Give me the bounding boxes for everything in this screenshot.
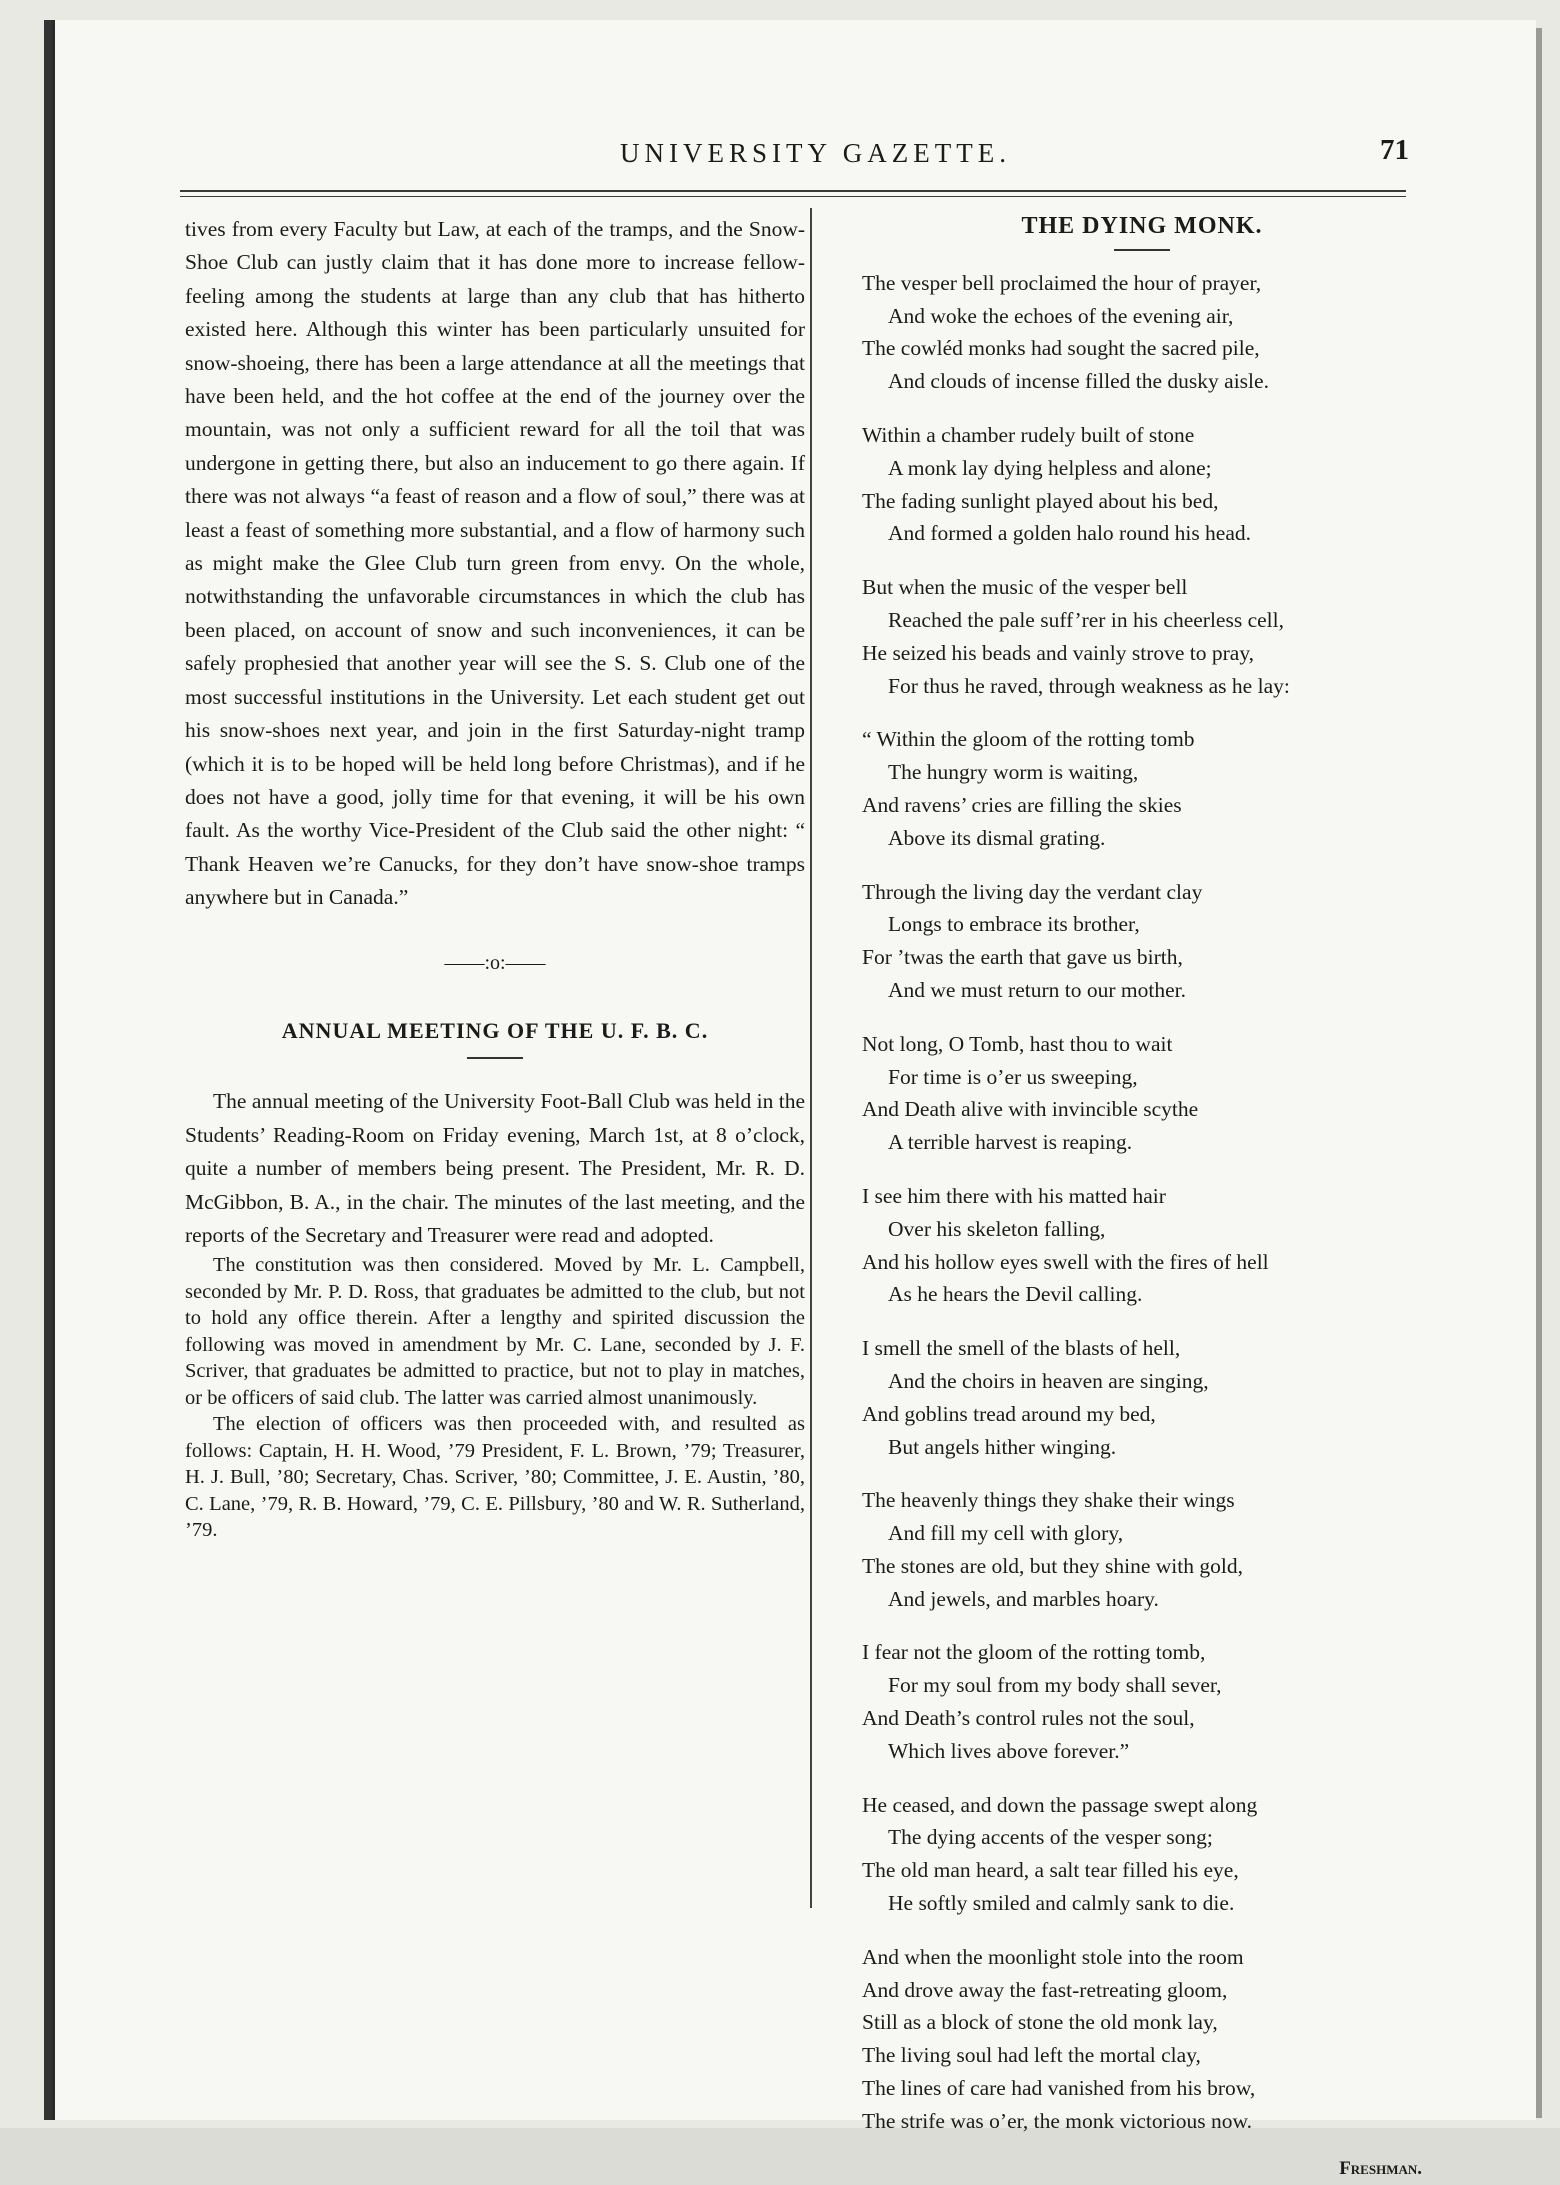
right-column — [862, 210, 1422, 2185]
snowshoe-club-paragraph: tives from every Faculty but Law, at each of the tramps, and the Snow-Shoe Club can justly claim that it has done more to increase fellow-feeling among the students at large than any club that has hitherto existed here. Although this winter has been particularly unsuited for snow-shoeing, there has been a large attendance at all the meetings that have been held, and the hot coffee at the end of the journey over the mountain, was not only a sufficient reward for all the toil that was undergone in getting there, but also an inducement to go there again. If there was not always “a feast of reason and a flow of soul,” there was at least a feast of something more substantial, and a flow of harmony such as might make the Glee Club turn green from envy. On the whole, notwithstanding the unfavorable circumstances in which the club has been placed, on account of snow and such inconveniences, it can be safely prophesied that another year will see the S. S. Club one of the most successful institutions in the University. Let each student get out his snow-shoes next year, and join in the first Saturday-night tramp (which it is to be hoped will be held long before Christmas), and if he does not have a good, jolly time for that evening, it will be his own fault. As the worthy Vice-President of the Club said the other night: “ Thank Heaven we’re Canucks, for they don’t have snow-shoe tramps anywhere but in Canada.” — [185, 217, 805, 910]
poem-stanza — [862, 419, 1422, 550]
poem-line: And ravens’ cries are filling the skies — [862, 792, 1182, 817]
poem-stanza — [862, 876, 1422, 1007]
poem-line: And woke the echoes of the evening air, — [888, 303, 1234, 328]
poem-stanza — [862, 1941, 1422, 2138]
poem-line: For my soul from my body shall sever, — [888, 1673, 1222, 1698]
poem-stanza — [862, 1028, 1422, 1159]
page-edge — [1536, 28, 1542, 2118]
poem-line: And we must return to our mother. — [888, 977, 1186, 1002]
poem-line: A terrible harvest is reaping. — [888, 1130, 1133, 1155]
poem-line: Longs to embrace its brother, — [888, 912, 1140, 937]
poem-line: And Death alive with invincible scythe — [862, 1097, 1199, 1122]
poem-line: For ’twas the earth that gave us birth, — [862, 945, 1183, 970]
poem-line: And jewels, and marbles hoary. — [888, 1586, 1159, 1611]
poem-line: And fill my cell with glory, — [888, 1521, 1124, 1546]
poem-line: Over his skeleton falling, — [888, 1216, 1106, 1241]
poem-line: And when the moonlight stole into the room — [862, 1944, 1244, 1969]
meeting-paragraph-2: The constitution was then considered. Moved by Mr. L. Campbell, seconded by Mr. P. D. Ross, that graduates be admitted to the club, but not to hold any office therein. After a lengthy and spirited discussion the following was moved in amendment by Mr. C. Lane, seconded by J. F. Scriver, that graduates be admitted to practice, but not to play in matches, or be officers of said club. The latter was carried almost unanimously. — [185, 1254, 805, 1409]
poem-stanza — [862, 571, 1422, 702]
poem-line: And goblins tread around my bed, — [862, 1401, 1156, 1426]
meeting-paragraph-3: The election of officers was then proceeded with, and resulted as follows: Captain, H. H. Wood, ’79 President, F. L. Brown, ’79; Treasurer, H. J. Bull, ’80; Secretary, Chas. Scriver, ’80; Committee, J. E. Austin, ’80, C. Lane, ’79, R. B. Howard, ’79, C. E. Pillsbury, ’80 and W. R. Sutherland, ’79. — [185, 1413, 805, 1542]
poem-line: I smell the smell of the blasts of hell, — [862, 1336, 1181, 1361]
poem-line: The stones are old, but they shine with gold, — [862, 1553, 1243, 1578]
poem-line: The hungry worm is waiting, — [888, 760, 1139, 785]
poem-line: Not long, O Tomb, hast thou to wait — [862, 1031, 1173, 1056]
poem-line: And his hollow eyes swell with the fires of hell — [862, 1249, 1269, 1274]
poem-stanza — [862, 1484, 1422, 1615]
poem-line: Which lives above forever.” — [888, 1738, 1130, 1763]
section-separator: ——:o:—— — [444, 951, 546, 974]
header-rule-bottom — [180, 196, 1406, 197]
poem-line: Reached the pale suff’rer in his cheerless cell, — [888, 607, 1284, 632]
poem-line: The dying accents of the vesper song; — [888, 1825, 1213, 1850]
poem-line: The living soul had left the mortal clay, — [862, 2043, 1201, 2068]
poem-line: Above its dismal grating. — [888, 825, 1106, 850]
poem-line: The fading sunlight played about his bed, — [862, 488, 1219, 513]
poem-stanza — [862, 267, 1422, 398]
poem-stanza — [862, 1180, 1422, 1311]
header-rule-top — [180, 190, 1406, 192]
poem-line: Through the living day the verdant clay — [862, 879, 1203, 904]
poem-line: Within a chamber rudely built of stone — [862, 422, 1195, 447]
left-column — [185, 213, 805, 1544]
poem-line: For thus he raved, through weakness as he lay: — [888, 673, 1290, 698]
running-header — [140, 130, 1410, 170]
poem-body — [862, 267, 1422, 2138]
poem-line: He ceased, and down the passage swept along — [862, 1792, 1258, 1817]
poem-line: He seized his beads and vainly strove to pray, — [862, 640, 1255, 665]
poem-line: The cowléd monks had sought the sacred pile, — [862, 336, 1260, 361]
poem-line: The lines of care had vanished from his brow, — [862, 2076, 1256, 2101]
poem-line: But angels hither winging. — [888, 1434, 1117, 1459]
poem-line: And drove away the fast-retreating gloom, — [862, 1977, 1228, 2002]
poem-line: And the choirs in heaven are singing, — [888, 1368, 1209, 1393]
poem-title: THE DYING MONK. — [1021, 213, 1263, 239]
title-rule — [467, 1057, 523, 1059]
poem-signature: Freshman. — [1339, 2157, 1422, 2179]
section-title: ANNUAL MEETING OF THE U. F. B. C. — [281, 1017, 709, 1043]
poem-line: “ Within the gloom of the rotting tomb — [862, 727, 1195, 752]
poem-line: As he hears the Devil calling. — [888, 1282, 1143, 1307]
poem-line: The vesper bell proclaimed the hour of prayer, — [862, 270, 1262, 295]
publication-title: UNIVERSITY GAZETTE. — [620, 138, 1011, 168]
poem-line: I fear not the gloom of the rotting tomb, — [862, 1640, 1206, 1665]
poem-stanza — [862, 1332, 1422, 1463]
page-number: 71 — [1380, 134, 1409, 166]
poem-line: For time is o’er us sweeping, — [888, 1064, 1138, 1089]
poem-stanza — [862, 1789, 1422, 1920]
poem-line: But when the music of the vesper bell — [862, 575, 1188, 600]
poem-line: And clouds of incense filled the dusky aisle. — [888, 369, 1269, 394]
meeting-paragraph-1: The annual meeting of the University Foot-Ball Club was held in the Students’ Reading-Room on Friday evening, March 1st, at 8 o’clock, quite a number of members being present. The President, Mr. R. D. McGibbon, B. A., in the chair. The minutes of the last meeting, and the reports of the Secretary and Treasurer were read and adopted. — [185, 1089, 805, 1247]
poem-stanza — [862, 723, 1422, 854]
poem-line: The heavenly things they shake their wings — [862, 1488, 1235, 1513]
poem-line: And formed a golden halo round his head. — [888, 521, 1252, 546]
poem-stanza — [862, 1636, 1422, 1767]
column-divider — [810, 208, 812, 1908]
poem-line: I see him there with his matted hair — [862, 1183, 1166, 1208]
poem-title-rule — [1114, 249, 1170, 251]
poem-line: A monk lay dying helpless and alone; — [888, 455, 1212, 480]
poem-line: And Death’s control rules not the soul, — [862, 1706, 1195, 1731]
poem-line: The strife was o’er, the monk victorious now. — [862, 2108, 1253, 2133]
poem-line: The old man heard, a salt tear filled his eye, — [862, 1858, 1239, 1883]
poem-line: He softly smiled and calmly sank to die. — [888, 1891, 1235, 1916]
poem-line: Still as a block of stone the old monk lay, — [862, 2010, 1218, 2035]
